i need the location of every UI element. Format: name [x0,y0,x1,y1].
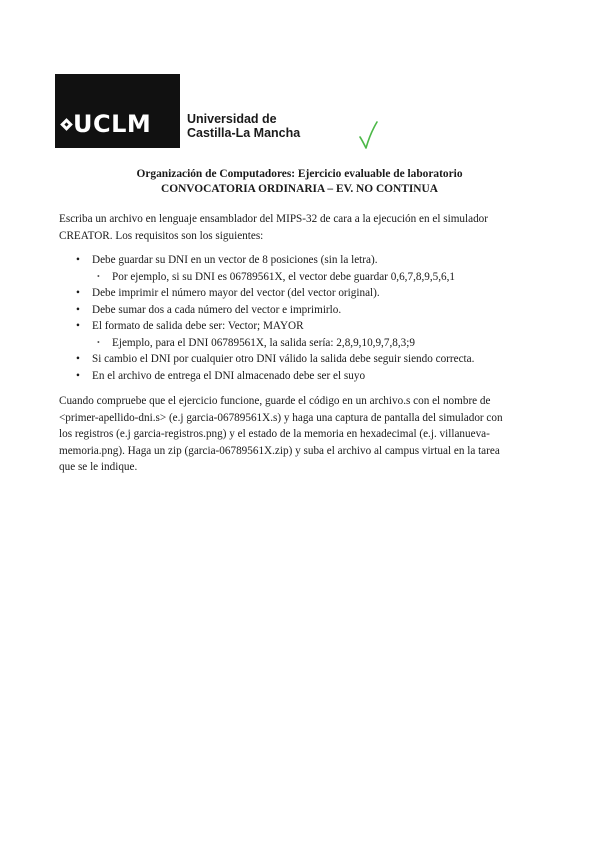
submission-paragraph [59,393,549,476]
diamond-icon [60,118,73,131]
document-title [0,167,599,196]
list-item [59,368,549,385]
title-line1: Organización de Computadores: Ejercicio evaluable de laboratorio [136,168,463,180]
title-line2: CONVOCATORIA ORDINARIA – EV. NO CONTINUA [161,182,438,195]
submission-line3: los registros (e.j garcia-registros.png) y el estado de la memoria en hexadecimal (e.j. villanueva- [59,428,490,440]
list-item-text: En el archivo de entrega el DNI almacenado debe ser el suyo [92,369,366,382]
list-item-text: Ejemplo, para el DNI 06789561X, la salida sería: 2,8,9,10,9,7,8,3;9 [112,336,415,349]
submission-line4: memoria.png). Haga un zip (garcia-06789561X.zip) y suba el archivo al campus virtual en la tarea [59,444,500,457]
list-item [59,285,549,302]
bullet-icon: • [76,320,80,332]
list-item-text: Debe guardar su DNI en un vector de 8 posiciones (sin la letra). [92,254,378,266]
bullet-icon: • [76,254,80,266]
list-item-text: Debe imprimir el número mayor del vector (del vector original). [92,287,380,299]
university-name [187,112,300,140]
logo-text: UCLM [73,110,152,138]
list-item [59,351,549,368]
bullet-icon: • [97,337,100,347]
bullet-icon: • [97,271,100,281]
submission-line2: <primer-apellido-dni.s> (e.j garcia-06789561X.s) y haga una captura de pantalla del simulador con [59,411,503,424]
list-item-text: Si cambio el DNI por cualquier otro DNI válido la salida debe seguir siendo correcta. [92,353,475,365]
bullet-icon: • [76,353,80,365]
intro-paragraph [59,211,549,244]
list-item-text: Por ejemplo, si su DNI es 06789561X, el vector debe guardar 0,6,7,8,9,5,6,1 [112,270,456,283]
bullet-icon: • [76,303,80,316]
list-subitem [59,335,549,352]
intro-line2: CREATOR. Los requisitos son los siguientes: [59,229,264,242]
list-item [59,252,549,269]
list-subitem [59,269,549,286]
list-item [59,318,549,335]
intro-line1: Escriba un archivo en lenguaje ensamblador del MIPS-32 de cara a la ejecución en el simulador [59,213,489,225]
uclm-logo [55,74,180,148]
university-name-line2: Castilla-La Mancha [187,126,301,140]
submission-line5: que se le indique. [59,461,138,473]
bullet-icon: • [76,369,80,382]
list-item-text: El formato de salida debe ser: Vector; MAYOR [92,320,304,332]
bullet-icon: • [76,287,80,299]
university-name-line1: Universidad de [187,112,277,126]
check-icon [358,120,380,150]
list-item-text: Debe sumar dos a cada número del vector e imprimirlo. [92,303,342,316]
submission-line1: Cuando compruebe que el ejercicio funcione, guarde el código en un archivo.s con el nombre de [59,395,491,407]
requirements-list [59,252,549,384]
list-item [59,302,549,319]
